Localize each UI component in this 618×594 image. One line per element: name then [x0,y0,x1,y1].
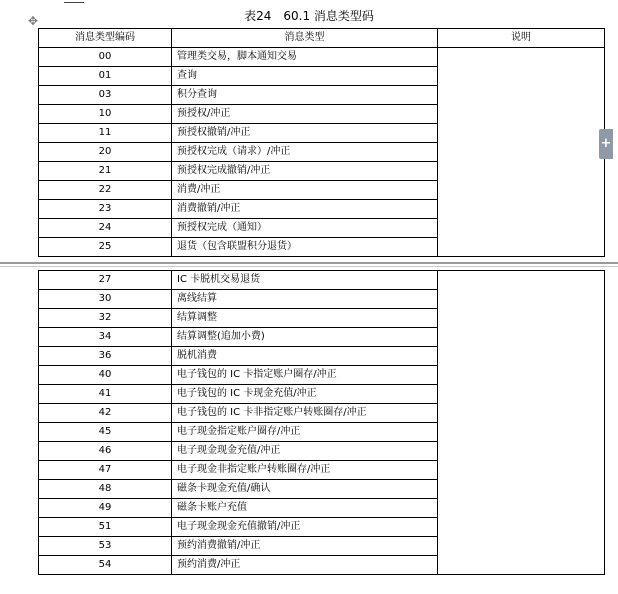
message-code-cell: 36 [39,347,172,366]
message-code-cell: 46 [39,442,172,461]
message-code-cell: 11 [39,124,172,143]
message-type-cell: 积分查询 [172,86,438,105]
message-code-cell: 10 [39,105,172,124]
table-body-part1 [39,48,605,257]
message-code-cell: 22 [39,181,172,200]
message-type-cell: 结算调整(追加小费) [172,328,438,347]
message-code-cell: 03 [39,86,172,105]
message-code-cell: 45 [39,423,172,442]
message-type-cell: IC 卡脱机交易退货 [172,271,438,290]
message-type-cell: 管理类交易，脚本通知交易 [172,48,438,67]
message-type-cell: 脱机消费 [172,347,438,366]
message-code-cell: 30 [39,290,172,309]
message-type-cell: 电子钱包的 IC 卡非指定账户转账圈存/冲正 [172,404,438,423]
message-type-cell: 退货（包含联盟积分退货） [172,238,438,257]
message-type-cell: 预授权完成（请求）/冲正 [172,143,438,162]
page-break-line [0,262,618,264]
message-code-cell: 24 [39,219,172,238]
message-code-cell: 40 [39,366,172,385]
message-type-cell: 结算调整 [172,309,438,328]
message-type-cell: 电子钱包的 IC 卡指定账户圈存/冲正 [172,366,438,385]
message-code-cell: 20 [39,143,172,162]
header-type: 消息类型 [172,29,438,48]
message-code-cell: 01 [39,67,172,86]
message-type-cell: 磁条卡现金充值/确认 [172,480,438,499]
message-code-cell: 48 [39,480,172,499]
page-break-line-secondary [0,266,618,267]
message-type-cell: 消费撤销/冲正 [172,200,438,219]
message-type-cell: 电子现金非指定账户转账圈存/冲正 [172,461,438,480]
add-row-plus-icon[interactable]: + [599,129,613,159]
table-title: 表24 60.1 消息类型码 [244,9,374,23]
message-type-cell: 预授权完成撤销/冲正 [172,162,438,181]
table-row [39,48,605,67]
message-code-cell: 25 [39,238,172,257]
table-body-part2 [39,271,605,575]
message-type-cell: 预授权/冲正 [172,105,438,124]
message-code-cell: 00 [39,48,172,67]
message-code-cell: 49 [39,499,172,518]
message-type-cell: 预授权撤销/冲正 [172,124,438,143]
message-type-cell: 电子现金指定账户圈存/冲正 [172,423,438,442]
header-description: 说明 [438,29,605,48]
message-type-cell: 电子钱包的 IC 卡现金充值/冲正 [172,385,438,404]
table-move-handle-icon[interactable]: ✥ [27,14,39,28]
message-type-cell: 预授权完成（通知） [172,219,438,238]
message-code-cell: 32 [39,309,172,328]
message-type-cell: 预约消费撤销/冲正 [172,537,438,556]
header-code: 消息类型编码 [39,29,172,48]
message-type-cell: 磁条卡账户充值 [172,499,438,518]
message-code-cell: 47 [39,461,172,480]
previous-text-fragment [64,0,84,3]
message-type-table-part1 [38,28,605,257]
message-code-cell: 21 [39,162,172,181]
description-cell [438,271,605,575]
message-type-cell: 电子现金现金充值撤销/冲正 [172,518,438,537]
message-type-cell: 消费/冲正 [172,181,438,200]
description-cell [438,48,605,257]
table-header-row [39,29,605,48]
message-code-cell: 53 [39,537,172,556]
message-code-cell: 54 [39,556,172,575]
message-type-table-part2 [38,270,605,575]
message-code-cell: 42 [39,404,172,423]
message-code-cell: 41 [39,385,172,404]
table-row [39,271,605,290]
message-code-cell: 34 [39,328,172,347]
message-type-cell: 电子现金现金充值/冲正 [172,442,438,461]
message-code-cell: 27 [39,271,172,290]
message-code-cell: 51 [39,518,172,537]
message-code-cell: 23 [39,200,172,219]
message-type-cell: 离线结算 [172,290,438,309]
message-type-cell: 查询 [172,67,438,86]
message-type-cell: 预约消费/冲正 [172,556,438,575]
